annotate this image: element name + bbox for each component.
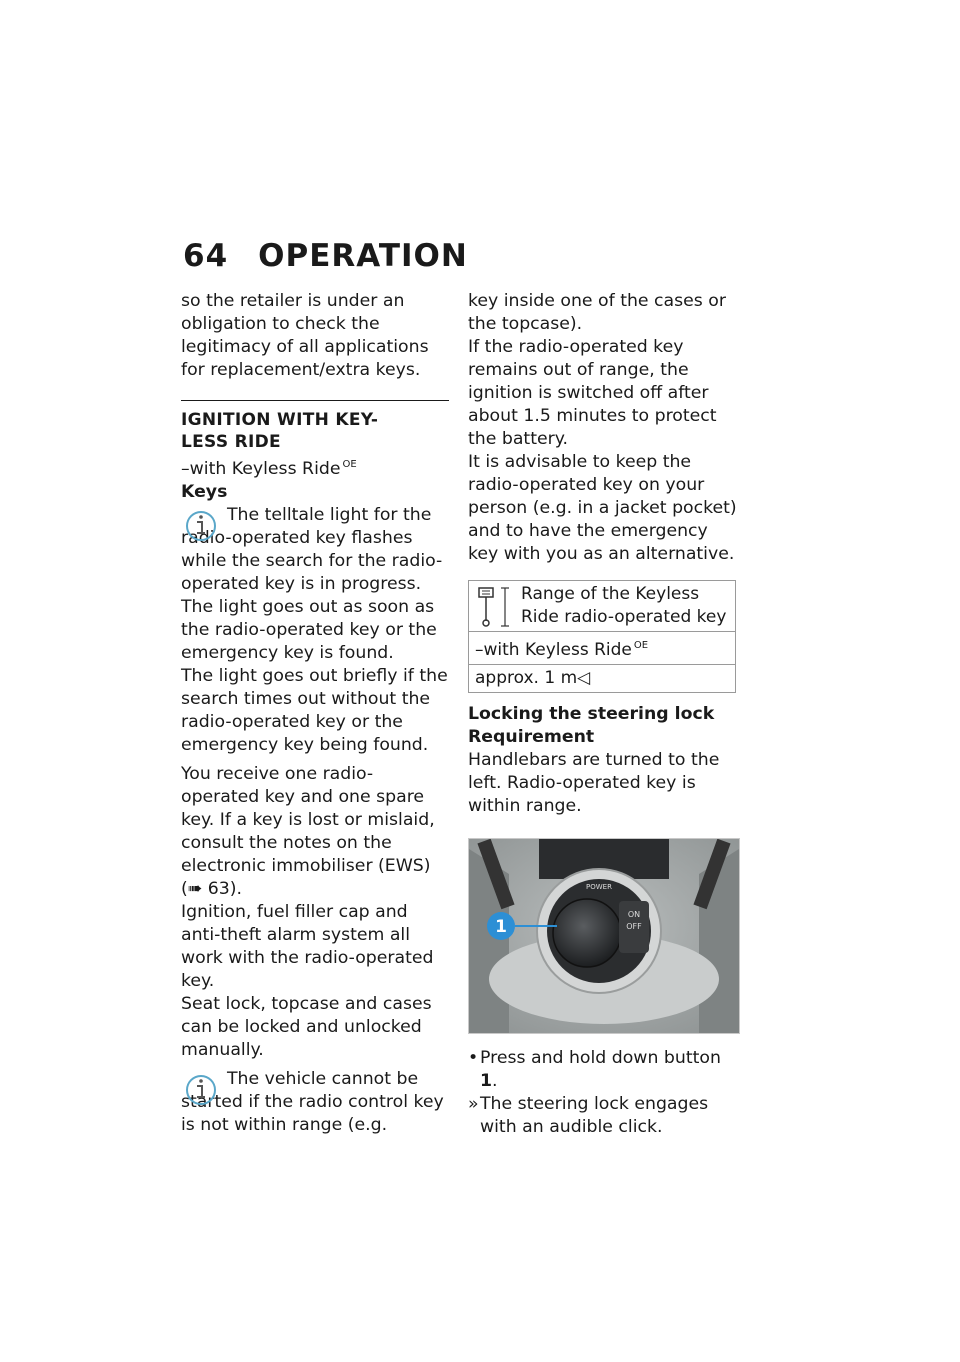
info-icon [181, 1068, 221, 1108]
seat-lock-paragraph: Seat lock, topcase and cases can be locked and unlocked manually. [181, 994, 432, 1060]
note2-text [181, 1068, 449, 1137]
note2: The vehicle cannot be started if the radio control key is not within range (e.g. [181, 1069, 444, 1135]
reference-arrow-icon[interactable]: (➠ [181, 879, 203, 899]
variant-text: –with Keyless Ride [181, 459, 341, 479]
table-row [469, 632, 736, 665]
section-title-line1: IGNITION WITH KEY- [181, 410, 379, 430]
table-row [469, 665, 736, 693]
photo-on-label: ON [627, 910, 641, 919]
table-variant-sup: OE [633, 640, 649, 651]
advice-paragraph: It is advisable to keep the radio-operated key on your person (e.g. in a jacket pocket) and to have the emergency key with you as an alternative. [468, 452, 737, 564]
keys-title: Keys [181, 482, 228, 502]
photo-power-label: POWER [586, 883, 612, 891]
out-of-range-paragraph: If the radio-operated key remains out of range, the ignition is switched off after about 1.5 minutes to protect the battery. [468, 337, 717, 449]
section-title-line2: LESS RIDE [181, 432, 281, 452]
steering-lock-photo [468, 838, 740, 1034]
note1-text-c: The light goes out briefly if the search times out without the radio-operated key or the emergency key being found. [181, 666, 448, 755]
requirement-title: Requirement [468, 727, 595, 747]
intro-paragraph: so the retailer is under an obligation to check the legitimacy of all applications for replacement/extra keys. [181, 291, 429, 380]
step-action-text: Press and hold down button [480, 1048, 721, 1068]
page-header [183, 238, 468, 274]
chapter-title: OPERATION [258, 238, 468, 274]
note1-text-b: The light goes out as soon as the radio-operated key or the emergency key is found. [181, 597, 437, 663]
requirement-text: Handlebars are turned to the left. Radio-operated key is within range. [468, 750, 720, 816]
table-variant: –with Keyless Ride [475, 640, 632, 660]
table-header: Range of the Keyless Ride radio-operated key [521, 584, 727, 627]
table-value: approx. 1 m◁ [469, 665, 736, 693]
spare-key-paragraph [181, 763, 449, 901]
variant-label [181, 453, 449, 481]
note1-a: The telltale light for the radio-operated key flashes while the search for the radio-operated key is in progress. [181, 505, 443, 594]
page-reference[interactable]: 63). [207, 879, 242, 899]
spare-key-text: You receive one radio-operated key and one spare key. If a key is lost or mislaid, consult the notes on the electronic immobiliser (EWS) [181, 764, 435, 876]
ignition-paragraph: Ignition, fuel filler cap and anti-theft alarm system all work with the radio-operated key. [181, 902, 434, 991]
variant-sup: OE [342, 459, 357, 470]
info-icon [181, 504, 221, 544]
range-table [468, 580, 736, 693]
step-action: • Press and hold down button 1. [468, 1048, 721, 1091]
right-column [468, 290, 738, 1139]
info-note-1 [181, 504, 449, 757]
locking-title: Locking the steering lock [468, 704, 715, 724]
range-distance-icon [475, 585, 513, 629]
section-title [181, 409, 449, 453]
continued-text: key inside one of the cases or the topcase). [468, 291, 726, 334]
bullet-icon: • [468, 1048, 479, 1068]
left-column [181, 290, 449, 1137]
section-divider [181, 400, 449, 401]
page-number: 64 [183, 238, 229, 274]
photo-callout-number: 1 [495, 917, 507, 937]
step-result [468, 1093, 738, 1139]
info-note-2 [181, 1068, 449, 1137]
note1-text-a [181, 504, 449, 596]
table-row [469, 581, 736, 632]
photo-off-label: OFF [626, 922, 642, 931]
step-result-text: The steering lock engages with an audible click. [480, 1094, 709, 1137]
step-action-number: 1 [480, 1071, 493, 1091]
result-arrow-icon: » [468, 1094, 479, 1114]
